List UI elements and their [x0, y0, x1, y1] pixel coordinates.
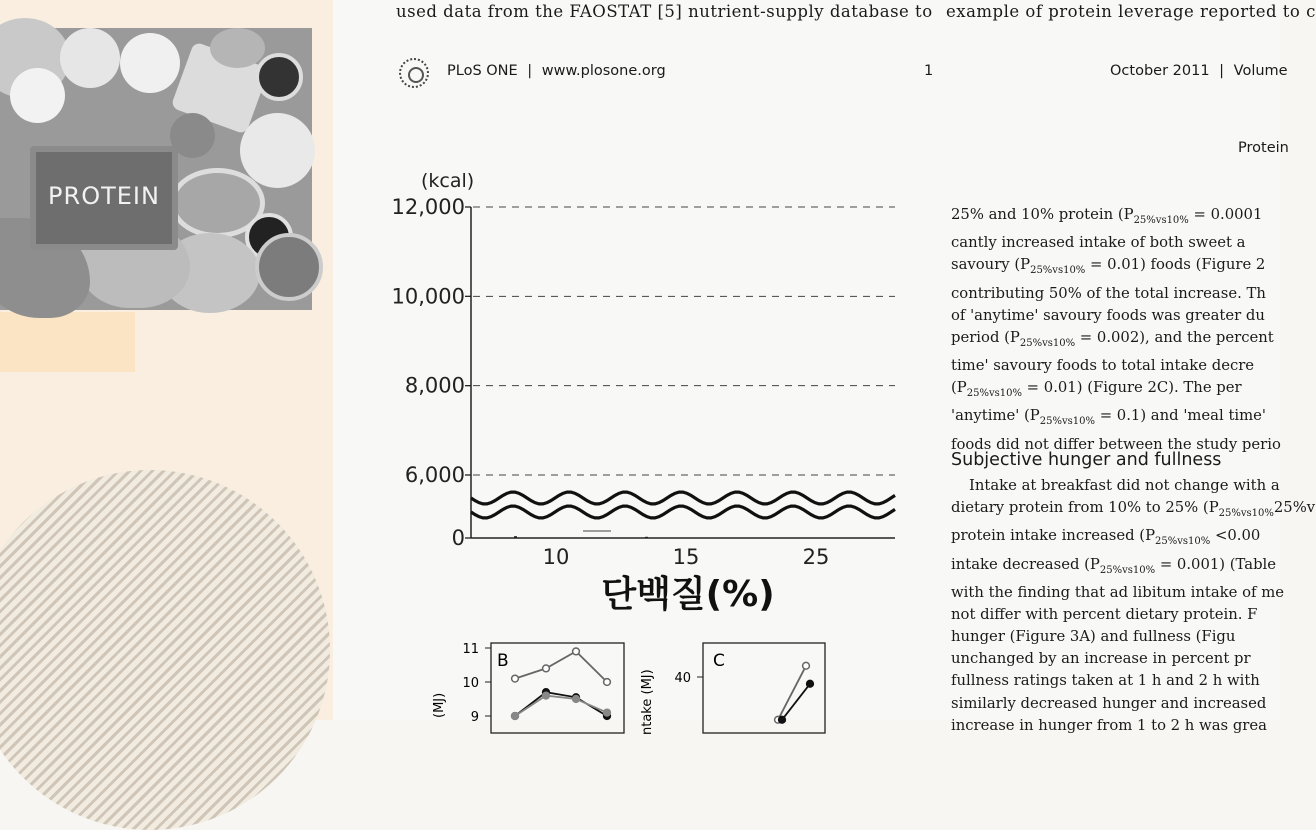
text-line-tail: = 0.1) and 'meal time' [1094, 407, 1266, 425]
protein-photo-label: PROTEIN [48, 182, 160, 210]
panel-b-point [543, 692, 550, 699]
text-line-content: (P [951, 379, 967, 397]
text-line [951, 405, 1291, 433]
section-tag: Protein [1238, 140, 1289, 156]
p-value-subscript: 25%vs10% [1155, 536, 1211, 548]
text-line-tail: = 0.0001 [1188, 206, 1263, 223]
y-tick-label: 8,000 [404, 373, 465, 398]
body-paragraph-1 [951, 204, 1291, 456]
text-line [951, 254, 1291, 282]
panel-c-point [779, 716, 786, 723]
text-line [951, 693, 1291, 715]
protein-slate-sign [30, 146, 178, 250]
text-line-content: contributing 50% of the total increase. Th [951, 284, 1266, 302]
chart-x-label: 단백질(%) [601, 574, 775, 615]
panel-b-y-tick: 9 [470, 710, 479, 725]
chart-y-label: (kcal) [421, 170, 475, 192]
panel-b-point [604, 709, 611, 716]
text-line-content: foods did not differ between the study perio [951, 435, 1281, 453]
panel-b-point [512, 713, 519, 720]
decorative-left-panel [0, 0, 333, 720]
running-header-right [1110, 63, 1288, 79]
header-separator-2: | [1219, 63, 1225, 79]
text-line [951, 305, 1291, 327]
text-line [951, 604, 1291, 626]
text-line [951, 355, 1291, 377]
journal-name: PLoS ONE [447, 63, 518, 79]
energy-intake-chart [393, 160, 933, 620]
panel-b-y-tick: 10 [462, 676, 479, 691]
panel-b-label: B [497, 651, 509, 671]
text-line-content: hunger (Figure 3A) and fullness (Figu [951, 628, 1236, 646]
text-line [951, 670, 1291, 692]
top-right-text-fragment: example of protein leverage reported to c [946, 2, 1316, 21]
striped-circle-decoration [0, 470, 330, 830]
panel-b-point [512, 675, 519, 682]
p-value-subscript: 25%vs10% [1133, 214, 1189, 226]
bar [514, 536, 517, 538]
p-value-subscript: 25%vs10% [1039, 416, 1095, 428]
text-line [951, 232, 1291, 254]
panel-b-y-tick: 11 [462, 642, 479, 657]
text-line-tail: = 0.001) (Table [1155, 555, 1277, 573]
text-line [951, 626, 1291, 648]
panel-b-point [604, 679, 611, 686]
protein-food-photo [0, 28, 312, 310]
text-line [951, 283, 1291, 305]
plos-logo-icon [399, 58, 429, 88]
text-line [951, 497, 1316, 525]
text-line [951, 525, 1291, 553]
panel-c-point [803, 662, 810, 669]
text-line-content: intake decreased (P [951, 555, 1100, 573]
text-line-content: similarly decreased hunger and increased [951, 694, 1267, 712]
panel-c-chart [633, 640, 833, 735]
accent-block [0, 312, 135, 372]
panel-b-point [573, 648, 580, 655]
x-tick-label: 10 [542, 545, 570, 569]
text-line-content: time' savoury foods to total intake decre [951, 357, 1255, 375]
text-line-tail: <0.00 [1210, 527, 1261, 545]
y-tick-label: 10,000 [391, 284, 465, 309]
text-line [951, 648, 1291, 670]
body-paragraph-2 [951, 475, 1316, 737]
panel-b-series-line [515, 692, 607, 716]
text-line-content: of 'anytime' savoury foods was greater du [951, 306, 1265, 324]
text-line-tail: = 0.01) foods (Figure 2 [1085, 256, 1266, 274]
x-tick-label: 15 [672, 545, 700, 569]
text-line-tail: = 0.002), and the percent [1075, 328, 1274, 346]
panel-b-point [543, 665, 550, 672]
text-line [951, 204, 1291, 232]
issue-date: October 2011 [1110, 63, 1210, 79]
text-line-content: Intake at breakfast did not change with a [969, 477, 1280, 494]
panel-b-series-line [515, 651, 607, 682]
text-line [951, 377, 1291, 405]
text-line-tail: = 0.01) (Figure 2C). The per [1021, 379, 1242, 397]
panel-b-chart [413, 640, 633, 725]
text-line-content: fullness ratings taken at 1 h and 2 h with [951, 672, 1260, 690]
panel-b-ylabel: (MJ) [432, 692, 447, 718]
p-value-subscript: 25%vs10% [966, 388, 1022, 400]
p-value-subscript: 25%vs10% [1030, 265, 1086, 277]
text-line [951, 475, 1291, 497]
volume-label: Volume [1233, 63, 1288, 79]
panel-b-point [573, 696, 580, 703]
header-separator: | [527, 63, 533, 79]
text-line [951, 715, 1291, 737]
text-line-content: dietary protein from 10% to 25% (P [951, 499, 1219, 517]
page-number: 1 [924, 63, 934, 79]
text-line-content: savoury (P [951, 256, 1031, 274]
y-tick-label: 0 [451, 526, 465, 550]
p-value-subscript: 25%vs10% [1218, 508, 1274, 520]
y-tick-label: 12,000 [391, 195, 465, 219]
text-line [951, 327, 1291, 355]
y-tick-label: 6,000 [404, 463, 465, 487]
text-line-content: with the finding that ad libitum intake of me [951, 583, 1284, 601]
text-line-content: 'anytime' (P [951, 407, 1040, 425]
panel-c-series-line [782, 684, 810, 720]
panel-c-ylabel: ntake (MJ) [640, 669, 655, 735]
journal-url: www.plosone.org [541, 63, 666, 79]
bar [645, 537, 648, 538]
text-line [951, 582, 1291, 604]
p-value-subscript: 25%vs10% [1099, 564, 1156, 576]
text-line-content: protein intake increased (P [951, 527, 1156, 545]
panel-c-label: C [713, 651, 725, 671]
panel-c-y-tick: 40 [674, 671, 691, 686]
panel-c-point [807, 680, 814, 687]
paper-page [333, 0, 1316, 735]
text-line-content: increase in hunger from 1 to 2 h was grea [951, 716, 1267, 734]
p-value-subscript: 25%vs10% [1019, 337, 1076, 349]
text-line-content: period (P [951, 328, 1020, 346]
top-left-text-fragment: used data from the FAOSTAT [5] nutrient-supply database to [396, 2, 933, 21]
text-line-tail: 25%v [1273, 499, 1316, 517]
text-line [951, 554, 1291, 582]
text-line-content: not differ with percent dietary protein. F [951, 605, 1258, 623]
x-tick-label: 25 [802, 545, 830, 569]
text-line-content: 25% and 10% protein (P [951, 206, 1134, 223]
panel-b-frame [491, 643, 624, 733]
section-heading: Subjective hunger and fullness [951, 450, 1222, 470]
running-header-left [447, 63, 666, 79]
panel-c-series-line [778, 666, 806, 720]
text-line-content: cantly increased intake of both sweet a [951, 234, 1246, 252]
text-line-content: unchanged by an increase in percent pr [951, 650, 1251, 668]
